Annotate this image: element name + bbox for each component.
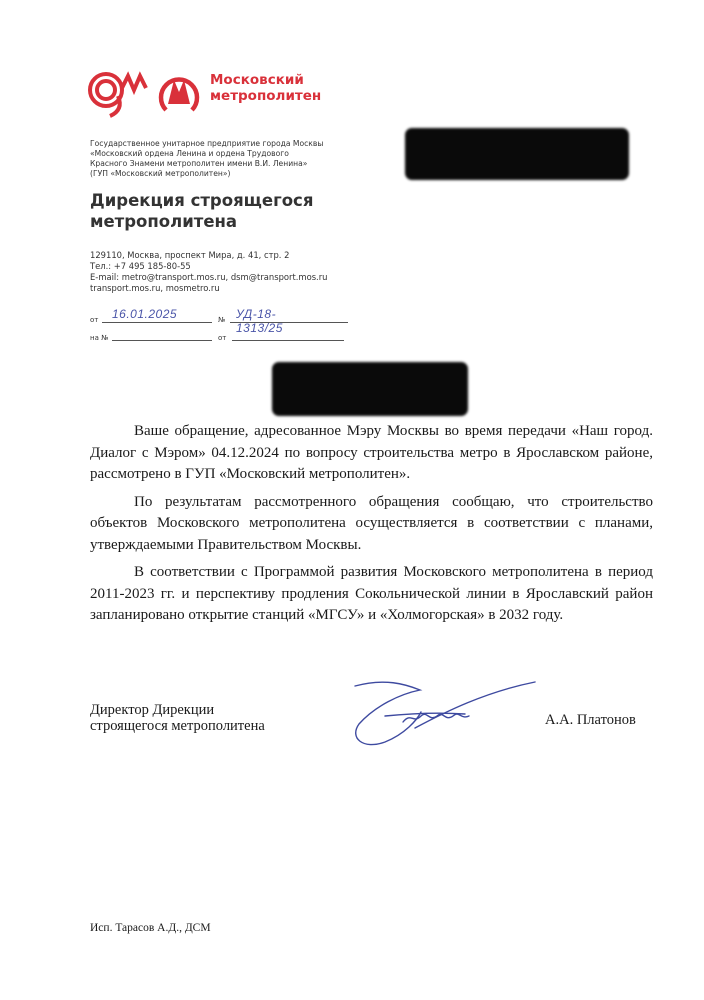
contact-websites: transport.mos.ru, mosmetro.ru <box>90 283 220 293</box>
date-label: от <box>90 316 99 324</box>
registration-number: УД-18-1313/25 <box>236 307 283 335</box>
body-paragraph: По результатам рассмотренного обращения сообщаю, что строительство объектов Московского метрополитена осуществляется в соответствии с планами, утверждаемыми Правительством Москвы. <box>90 493 653 553</box>
organization-block <box>90 139 390 179</box>
org-line: Красного Знамени метрополитен имени В.И. Ленина» <box>90 159 308 168</box>
contacts-block <box>90 250 410 294</box>
signer-title-line-2: строящегося метрополитена <box>90 718 265 734</box>
contact-email: E-mail: metro@transport.mos.ru, dsm@transport.mos.ru <box>90 272 328 282</box>
department-line-2: метрополитена <box>90 212 238 231</box>
department-line-1: Дирекция строящегося <box>90 191 314 210</box>
department-title <box>90 190 390 232</box>
org-line: «Московский ордена Ленина и ордена Трудового <box>90 149 289 158</box>
signer-name: А.А. Платонов <box>545 712 636 728</box>
redacted-salutation <box>272 362 468 416</box>
ref-date-underline <box>232 339 344 341</box>
ref-number-underline <box>112 339 212 341</box>
date-underline <box>102 321 212 323</box>
number-label: № <box>218 316 226 324</box>
reference-line <box>90 334 227 342</box>
handwritten-signature <box>345 672 545 757</box>
registration-line <box>90 307 283 335</box>
ref-date-label: от <box>218 334 227 342</box>
logo-line-2: метрополитен <box>210 88 322 104</box>
signer-title-line-1: Директор Дирекции <box>90 702 215 718</box>
logo-line-1: Московский <box>210 72 304 88</box>
body-paragraph: Ваше обращение, адресованное Мэру Москвы во время передачи «Наш город. Диалог с Мэром» 04.12.2024 по вопросу строительства метро в Ярославском районе, рассмотрено в ГУП «Московский метрополитен». <box>90 423 653 482</box>
executor-note: Исп. Тарасов А.Д., ДСМ <box>90 922 211 934</box>
org-line: Государственное унитарное предприятие города Москвы <box>90 139 324 148</box>
redacted-recipient <box>405 128 629 180</box>
org-line: (ГУП «Московский метрополитен») <box>90 169 231 178</box>
ref-label: на № <box>90 334 109 342</box>
contact-phone: Тел.: +7 495 185-80-55 <box>90 261 191 271</box>
registration-date: 16.01.2025 <box>112 307 178 321</box>
logo-wordmark <box>210 72 321 104</box>
contact-address: 129110, Москва, проспект Мира, д. 41, стр. 2 <box>90 250 290 260</box>
signer-title <box>90 702 265 734</box>
letter-body <box>90 421 653 633</box>
body-paragraph: В соответствии с Программой развития Московского метрополитена в период 2011-2023 гг. и перспективу продления Сокольнической линии в Ярославский район запланировано открытие станций «МГСУ» и «Холмогорская» в 2032 году. <box>90 564 653 623</box>
